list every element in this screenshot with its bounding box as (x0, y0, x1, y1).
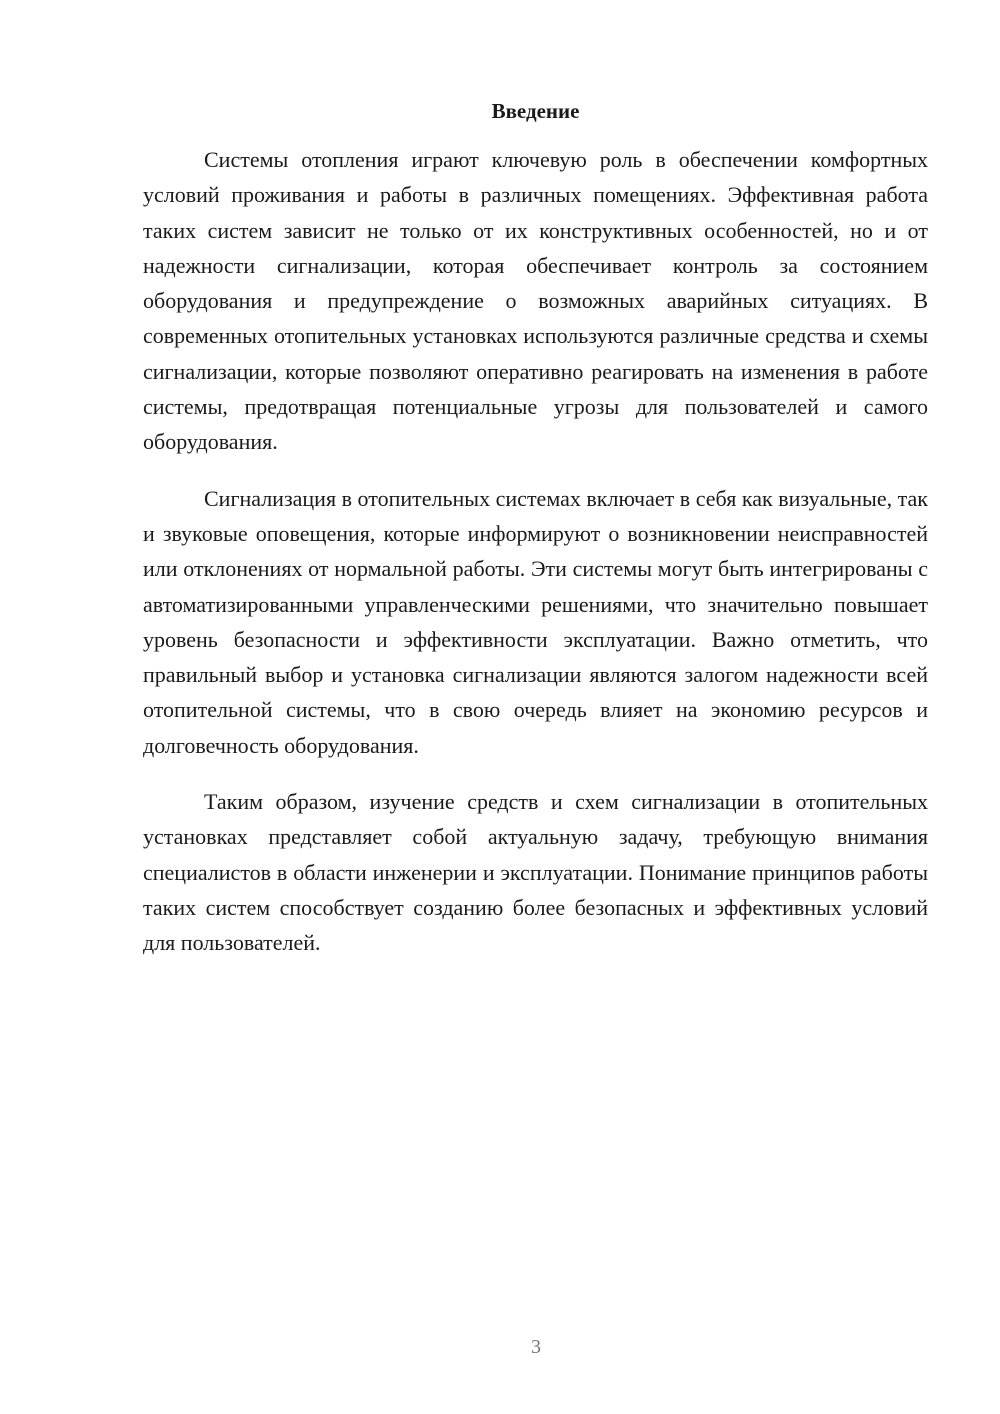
body-text (143, 142, 928, 982)
section-heading: Введение (491, 99, 580, 123)
page-number: 3 (531, 1336, 541, 1358)
paragraph-3: Таким образом, изучение средств и схем сигнализации в отопительных установках представляет собой актуальную задачу, требующую внимания специалистов в области инженерии и эксплуатации. Понимание принципов работы таких систем способствует созданию более безопасных и эффективных условий для пользователей. (143, 789, 928, 956)
paragraph-2: Сигнализация в отопительных системах включает в себя как визуальные, так и звуковые оповещения, которые информируют о возникновении неисправностей или отклонениях от нормальной работы. Эти системы могут быть интегрированы с автоматизированными управленческими решениями, что значительно повышает уровень безопасности и эффективности эксплуатации. Важно отметить, что правильный выбор и установка сигнализации являются залогом надежности всей отопительной системы, что в свою очередь влияет на экономию ресурсов и долговечность оборудования. (143, 485, 928, 758)
paragraph-1: Системы отопления играют ключевую роль в обеспечении комфортных условий проживания и работы в различных помещениях. Эффективная работа таких систем зависит не только от их конструктивных особенностей, но и от надежности сигнализации, которая обеспечивает контроль за состоянием оборудования и предупреждение о возможных аварийных ситуациях. В современных отопительных установках используются различные средства и схемы сигнализации, которые позволяют оперативно реагировать на изменения в работе системы, предотвращая потенциальные угрозы для пользователей и самого оборудования. (143, 147, 928, 455)
